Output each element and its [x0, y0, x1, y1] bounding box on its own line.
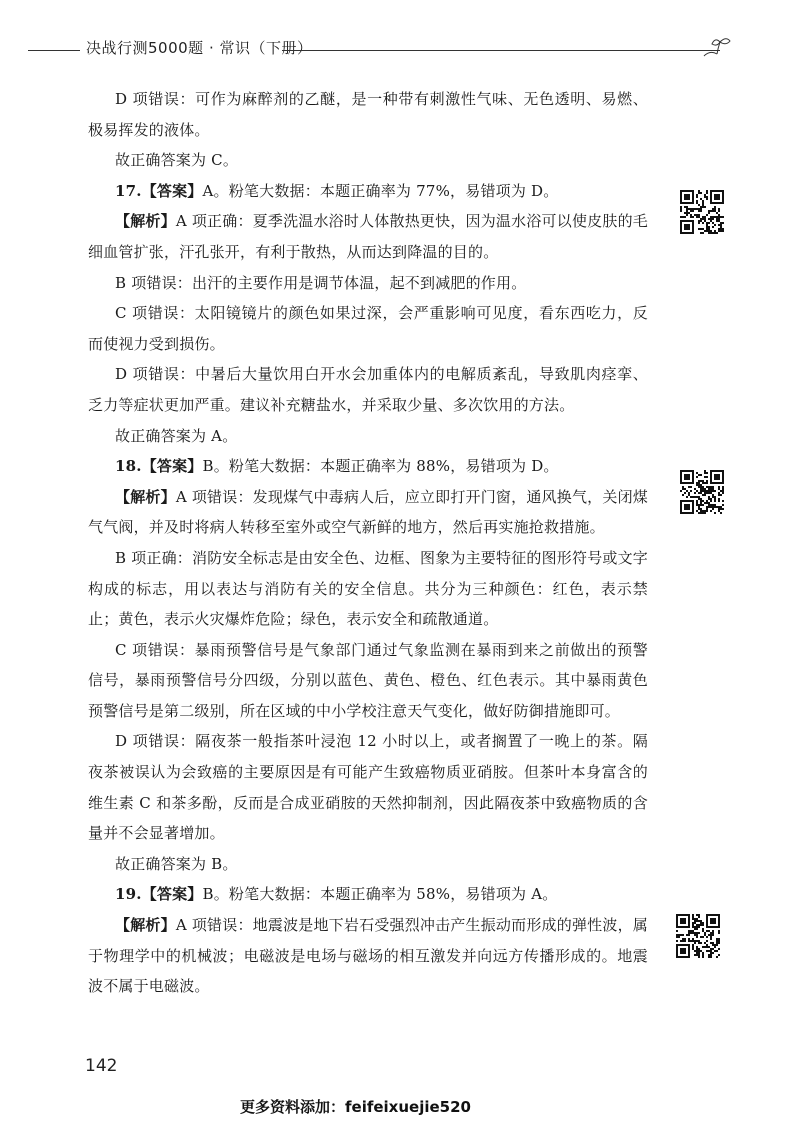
- header-rule-left: [28, 50, 80, 51]
- qr-code-19[interactable]: [676, 914, 720, 958]
- answer-18: 18.【答案】B。粉笔大数据：本题正确率为 88%，易错项为 D。: [115, 457, 559, 476]
- answer-label: 17.【答案】: [115, 181, 203, 200]
- paragraph: C 项错误：太阳镜镜片的颜色如果过深，会严重影响可见度，看东西吃力，反而使视力受到损伤。: [88, 304, 648, 353]
- analysis-19: 【解析】A 项错误：地震波是地下岩石受强烈冲击产生振动而形成的弹性波，属于物理学中的机械波；电磁波是电场与磁场的相互激发并向远方传播形成的。地震波不属于电磁波。: [88, 916, 648, 996]
- book-title: 决战行测5000题 · 常识（下册）: [86, 39, 313, 57]
- paragraph: D 项错误：隔夜茶一般指茶叶浸泡 12 小时以上，或者搁置了一晚上的茶。隔夜茶被误认为会致癌的主要原因是有可能产生致癌物质亚硝胺。但茶叶本身富含的维生素 C 和茶多酚，反而是合成亚硝胺的天然抑制剂，因此隔夜茶中致癌物质的含量并不会显著增加。: [88, 732, 648, 843]
- leaf-ornament-icon: [700, 34, 734, 60]
- analysis-17: 【解析】A 项正确：夏季洗温水浴时人体散热更快，因为温水浴可以使皮肤的毛细血管扩张，汗孔张开，有利于散热，从而达到降温的目的。: [88, 212, 648, 261]
- answer-19: 19.【答案】B。粉笔大数据：本题正确率为 58%，易错项为 A。: [115, 885, 558, 904]
- paragraph: B 项错误：出汗的主要作用是调节体温，起不到减肥的作用。: [115, 273, 527, 292]
- answer-17: 17.【答案】A。粉笔大数据：本题正确率为 77%，易错项为 D。: [115, 181, 559, 200]
- page-number: 142: [85, 1056, 118, 1076]
- analysis-18: 【解析】A 项错误：发现煤气中毒病人后，应立即打开门窗，通风换气，关闭煤气气阀，并及时将病人转移至室外或空气新鲜的地方，然后再实施抢救措施。: [88, 487, 648, 537]
- footer-contact-note: 更多资料添加：feifeixuejie520: [240, 1098, 471, 1116]
- paragraph: C 项错误：暴雨预警信号是气象部门通过气象监测在暴雨到来之前做出的预警信号，暴雨预警信号分四级，分别以蓝色、黄色、橙色、红色表示。其中暴雨黄色预警信号是第二级别，所在区域的中小学校注意天气变化，做好防御措施即可。: [88, 640, 648, 720]
- paragraph: D 项错误：中暑后大量饮用白开水会加重体内的电解质紊乱，导致肌肉痉挛、乏力等症状更加严重。建议补充糖盐水，并采取少量、多次饮用的方法。: [88, 365, 648, 414]
- answer-label: 19.【答案】: [115, 885, 203, 904]
- analysis-label: 【解析】: [115, 212, 176, 231]
- qr-code-18[interactable]: [680, 470, 724, 514]
- answer-explanations: [88, 84, 648, 1002]
- paragraph: 故正确答案为 A。: [115, 426, 238, 445]
- answer-label: 18.【答案】: [115, 457, 203, 476]
- running-header: [0, 34, 800, 64]
- paragraph: 故正确答案为 C。: [115, 151, 239, 170]
- analysis-label: 【解析】: [115, 916, 176, 935]
- paragraph: B 项正确：消防安全标志是由安全色、边框、图象为主要特征的图形符号或文字构成的标志，用以表达与消防有关的安全信息。共分为三种颜色：红色，表示禁止；黄色，表示火灾爆炸危险；绿色，表示安全和疏散通道。: [88, 548, 648, 629]
- analysis-label: 【解析】: [115, 487, 176, 506]
- paragraph: D 项错误：可作为麻醉剂的乙醚，是一种带有刺激性气味、无色透明、易燃、极易挥发的液体。: [88, 90, 648, 139]
- header-rule-right: [282, 50, 720, 51]
- paragraph: 故正确答案为 B。: [115, 854, 238, 873]
- qr-code-17[interactable]: [680, 190, 724, 234]
